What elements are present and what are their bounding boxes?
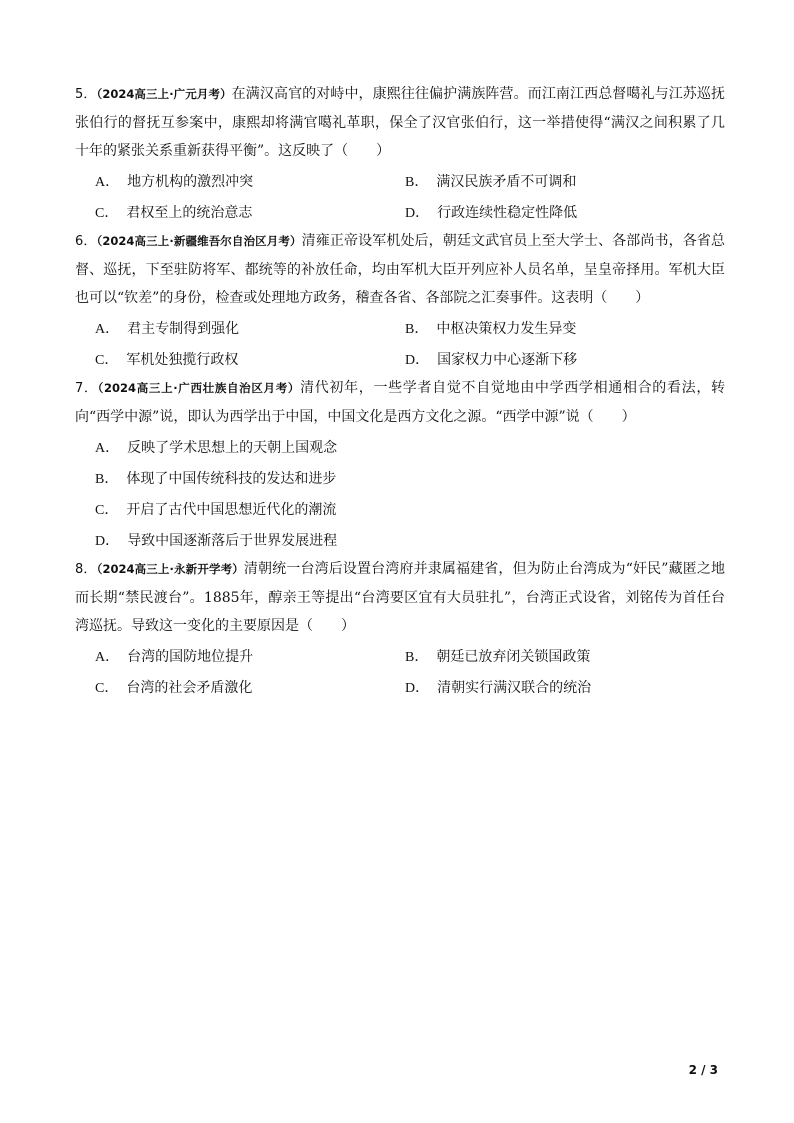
option-letter: D． (405, 352, 430, 368)
question-stem (75, 555, 725, 640)
option-text: 反映了学术思想上的天朝上国观念 (127, 439, 338, 456)
question-source: （2024高三上·新疆维吾尔自治区月考） (96, 234, 302, 248)
question-stem (75, 80, 725, 165)
option-text: 地方机构的激烈冲突 (127, 173, 254, 190)
question-source: （2024高三上·广西壮族自治区月考） (97, 381, 301, 395)
option-text: 体现了中国传统科技的发达和进步 (126, 470, 337, 487)
option-a (95, 646, 405, 666)
option-c (95, 677, 405, 697)
question-text: 在满汉高官的对峙中，康熙往往偏护满族阵营。而江南江西总督噶礼与江苏巡抚张伯行的督抚互参案中，康熙却将满官噶礼革职，保全了汉官张伯行，这一举措使得“满汉之间积累了几十年的紧张关系重新获得平衡”。这反映了（ ） (75, 86, 725, 159)
option-group (75, 640, 725, 702)
question-text: 清代初年，一些学者自觉不自觉地由中学西学相通相合的看法，转向“西学中源”说，即认为西学出于中国，中国文化是西方文化之源。“西学中源”说（ ） (75, 380, 726, 425)
option-c (95, 349, 405, 369)
option-letter: C． (95, 352, 119, 368)
option-row (95, 640, 725, 671)
option-letter: C． (95, 502, 119, 518)
question-number: 6． (75, 234, 97, 249)
page-number: 2 / 3 (688, 1063, 718, 1077)
option-row (95, 196, 725, 227)
question-5 (75, 80, 725, 227)
option-letter: D． (405, 205, 430, 221)
option-text: 国家权力中心逐渐下移 (437, 351, 578, 368)
option-letter: A． (95, 649, 120, 665)
question-number: 8． (75, 562, 97, 577)
option-a (95, 437, 725, 457)
option-letter: C． (95, 205, 119, 221)
option-letter: A． (95, 174, 120, 190)
option-letter: A． (95, 321, 120, 337)
option-text: 清朝实行满汉联合的统治 (437, 679, 592, 696)
option-letter: B． (95, 471, 119, 487)
option-text: 君主专制得到强化 (127, 320, 240, 337)
option-letter: D． (405, 680, 430, 696)
option-row (95, 343, 725, 374)
question-7 (75, 374, 725, 555)
option-group (75, 431, 725, 555)
option-text: 中枢决策权力发生异变 (436, 320, 577, 337)
option-b (405, 318, 715, 338)
option-d (405, 349, 715, 369)
option-text: 开启了古代中国思想近代化的潮流 (126, 501, 337, 518)
option-text: 台湾的社会矛盾激化 (126, 679, 253, 696)
option-letter: D． (95, 533, 120, 549)
question-number: 5． (75, 87, 97, 102)
option-text: 军机处独揽行政权 (126, 351, 239, 368)
option-letter: C． (95, 680, 119, 696)
option-row (95, 493, 725, 524)
option-group (75, 165, 725, 227)
option-b (405, 646, 715, 666)
option-letter: B． (405, 321, 429, 337)
option-row (95, 165, 725, 196)
option-b (95, 468, 725, 488)
question-stem (75, 374, 725, 431)
option-row (95, 431, 725, 462)
option-letter: B． (405, 174, 429, 190)
question-text: 清雍正帝设军机处后，朝廷文武官员上至大学士、各部尚书，各省总督、巡抚，下至驻防将军、都统等的补放任命，均由军机大臣开列应补人员名单，呈皇帝择用。军机大臣也可以“钦差”的身份，检查或处理地方政务，稽查各省、各部院之汇奏事件。这表明（ ） (75, 233, 726, 306)
question-stem (75, 227, 725, 312)
option-row (95, 671, 725, 702)
question-list (75, 80, 725, 702)
option-d (95, 530, 725, 550)
option-letter: B． (405, 649, 429, 665)
question-6 (75, 227, 725, 374)
option-text: 导致中国逐渐落后于世界发展进程 (127, 532, 338, 549)
question-source: （2024高三上·永新开学考） (96, 562, 244, 576)
option-d (405, 202, 715, 222)
question-number: 7． (75, 381, 98, 396)
option-text: 朝廷已放弃闭关锁国政策 (436, 648, 591, 665)
option-c (95, 499, 725, 519)
option-text: 行政连续性稳定性降低 (437, 204, 578, 221)
option-row (95, 524, 725, 555)
option-a (95, 318, 405, 338)
option-a (95, 171, 405, 191)
option-row (95, 462, 725, 493)
option-row (95, 312, 725, 343)
option-text: 台湾的国防地位提升 (127, 648, 254, 665)
option-text: 满汉民族矛盾不可调和 (436, 173, 577, 190)
option-group (75, 312, 725, 374)
question-text: 清朝统一台湾后设置台湾府并隶属福建省，但为防止台湾成为“奸民”藏匿之地而长期“禁民渡台”。1885年，醇亲王等提出“台湾要区宜有大员驻扎”，台湾正式设省，刘铭传为首任台湾巡抚。导致这一变化的主要原因是（ ） (75, 561, 726, 634)
option-letter: A． (95, 440, 120, 456)
option-text: 君权至上的统治意志 (126, 204, 253, 221)
question-8 (75, 555, 725, 702)
option-c (95, 202, 405, 222)
question-source: （2024高三上·广元月考） (96, 87, 232, 101)
option-d (405, 677, 715, 697)
option-b (405, 171, 715, 191)
